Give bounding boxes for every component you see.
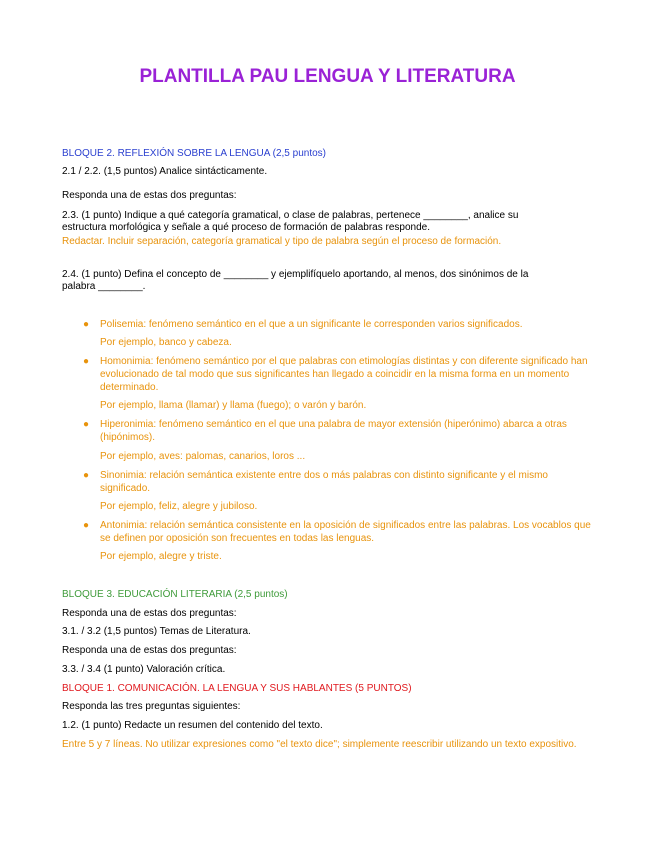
question-2-4-line1: 2.4. (1 punto) Defina el concepto de ________ y ejemplifíquelo aportando, al menos, dos sinónimos de la [62, 269, 529, 280]
bullet-polisemia: Polisemia: fenómeno semántico en el que a un significante le corresponden varios significados. [100, 319, 523, 330]
bullet-icon: ● [83, 356, 90, 367]
bullet-icon: ● [83, 319, 90, 330]
question-3-1: 3.1. / 3.2 (1,5 puntos) Temas de Literatura. [62, 626, 251, 637]
question-2-1: 2.1 / 2.2. (1,5 puntos) Analice sintácticamente. [62, 166, 268, 177]
question-1-2-hint: Entre 5 y 7 líneas. No utilizar expresiones como "el texto dice"; simplemente reescribir utilizando un texto expositivo. [62, 739, 577, 750]
instruction-choose-block3-b: Responda una de estas dos preguntas: [62, 645, 237, 656]
block2-heading: BLOQUE 2. REFLEXIÓN SOBRE LA LENGUA (2,5 puntos) [62, 148, 326, 159]
example-hiperonimia: Por ejemplo, aves: palomas, canarios, loros ... [100, 451, 306, 462]
example-polisemia: Por ejemplo, banco y cabeza. [100, 337, 232, 348]
instruction-choose-block1: Responda las tres preguntas siguientes: [62, 701, 241, 712]
question-3-3: 3.3. / 3.4 (1 punto) Valoración crítica. [62, 664, 226, 675]
example-sinonimia: Por ejemplo, feliz, alegre y jubiloso. [100, 501, 258, 512]
bullet-icon: ● [83, 520, 90, 531]
instruction-choose-block2: Responda una de estas dos preguntas: [62, 190, 237, 201]
bullet-antonimia: Antonimia: relación semántica consistente en la oposición de significados entre las palabras. Los vocablos que se definen por oposición son frecuentes en todas las lenguas. [100, 520, 591, 544]
bullet-hiperonimia: Hiperonimia: fenómeno semántico en el que una palabra de mayor extensión (hiperónimo) abarca a otras (hipónimos). [100, 419, 567, 443]
block3-heading: BLOQUE 3. EDUCACIÓN LITERARIA (2,5 puntos) [62, 589, 288, 600]
page-title: PLANTILLA PAU LENGUA Y LITERATURA [139, 66, 516, 87]
example-homonimia: Por ejemplo, llama (llamar) y llama (fuego); o varón y barón. [100, 400, 367, 411]
bullet-sinonimia: Sinonimia: relación semántica existente entre dos o más palabras con distinto significante y el mismo significado. [100, 470, 548, 494]
block1-heading: BLOQUE 1. COMUNICACIÓN. LA LENGUA Y SUS HABLANTES (5 PUNTOS) [62, 683, 412, 694]
instruction-choose-block3-a: Responda una de estas dos preguntas: [62, 608, 237, 619]
bullet-homonimia: Homonimia: fenómeno semántico por el que palabras con etimologías distintas y con diferente significado han evolucionado de tal modo que sus significantes han llegado a coincidir en la misma forma en un momento determinado. [100, 356, 588, 393]
question-2-4-line2: palabra ________. [62, 281, 146, 292]
question-2-3-line2: estructura morfológica y señale a qué proceso de formación de palabras responde. [62, 222, 430, 233]
bullet-icon: ● [83, 419, 90, 430]
question-2-3-hint: Redactar. Incluir separación, categoría gramatical y tipo de palabra según el proceso de formación. [62, 236, 502, 247]
question-1-2: 1.2. (1 punto) Redacte un resumen del contenido del texto. [62, 720, 323, 731]
question-2-3-line1: 2.3. (1 punto) Indique a qué categoría gramatical, o clase de palabras, pertenece ________, analice su [62, 210, 519, 221]
example-antonimia: Por ejemplo, alegre y triste. [100, 551, 222, 562]
bullet-icon: ● [83, 470, 90, 481]
